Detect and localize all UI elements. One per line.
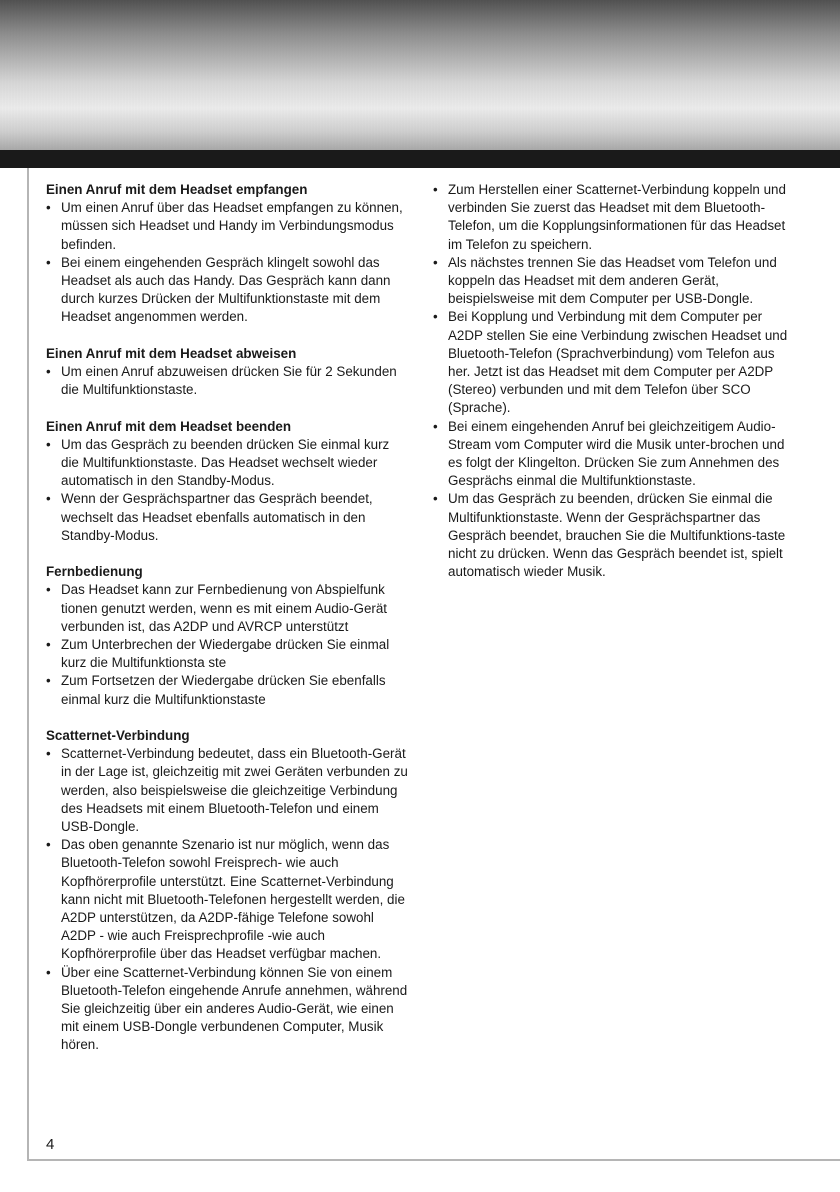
bullet-list xyxy=(46,581,408,708)
section-heading: Einen Anruf mit dem Headset abweisen xyxy=(46,345,297,361)
bullet-item: • Als nächstes trennen Sie das Headset vom Telefon und koppeln das Headset mit dem anderen Gerät, beispielsweise mit dem Computer per USB-Dongle. xyxy=(433,254,797,309)
bullet-list xyxy=(46,436,408,545)
header-brushed-metal-band xyxy=(0,0,840,150)
bullet-item: • Bei einem eingehenden Gespräch klingelt sowohl das Headset als auch das Handy. Das Gespräch kann dann durch kurzes Drücken der Multifunktionstaste mit dem Headset angenommen werden. xyxy=(46,254,408,327)
bullet-item: • Bei einem eingehenden Anruf bei gleichzeitigem Audio-Stream vom Computer wird die Musik unter-brochen und es folgt der Klingelton. Drücken Sie zum Annehmen des Gesprächs einmal die Multifunktionstaste. xyxy=(433,418,797,491)
bullet-list xyxy=(433,181,797,581)
page-border-left xyxy=(27,168,29,1161)
section-heading: Einen Anruf mit dem Headset empfangen xyxy=(46,182,308,197)
bullet-list xyxy=(46,363,408,399)
section-anruf-empfangen xyxy=(46,181,408,327)
bullet-item: • Um einen Anruf abzuweisen drücken Sie für 2 Sekunden die Multifunktionstaste. xyxy=(46,363,408,399)
bullet-item: • Um einen Anruf über das Headset empfangen zu können, müssen sich Headset und Handy im Verbindungsmodus befinden. xyxy=(46,199,408,254)
bullet-item: • Das oben genannte Szenario ist nur möglich, wenn das Bluetooth-Telefon sowohl Freisprech- wie auch Kopfhörerprofile unterstützt. Eine Scatternet-Verbindung kann nicht mit Bluetooth-Telefonen hergestellt werden, die A2DP unterstützen, da A2DP-fähige Telefone sowohl A2DP - wie auch Freisprechprofile -wie auch Kopfhörerprofile über das Headset verfügbar machen. xyxy=(46,836,408,963)
bullet-item: • Das Headset kann zur Fernbedienung von Abspielfunk tionen genutzt werden, wenn es mit einem Audio-Gerät verbunden ist, das A2DP und AVRCP unterstützt xyxy=(46,581,408,636)
section-anruf-beenden xyxy=(46,418,408,545)
bullet-item: • Zum Unterbrechen der Wiedergabe drücken Sie einmal kurz die Multifunktionsta ste xyxy=(46,636,408,672)
left-column xyxy=(46,181,408,1073)
page-number: 4 xyxy=(46,1136,55,1153)
page-border-bottom xyxy=(27,1159,840,1161)
section-anruf-abweisen xyxy=(46,345,408,400)
bullet-item: • Um das Gespräch zu beenden, drücken Sie einmal die Multifunktionstaste. Wenn der Gesprächspartner das Gespräch beendet, brauchen Sie die Multifunktions-taste nicht zu drücken. Wenn das Gespräch beendet ist, spielt automatisch wieder Musik. xyxy=(433,490,797,581)
header-black-bar xyxy=(0,150,840,168)
bullet-list xyxy=(46,199,408,326)
bullet-list xyxy=(46,745,408,1054)
bullet-item: • Wenn der Gesprächspartner das Gespräch beendet, wechselt das Headset ebenfalls automatisch in den Standby-Modus. xyxy=(46,490,408,545)
bullet-item: • Zum Herstellen einer Scatternet-Verbindung koppeln und verbinden Sie zuerst das Headset mit dem Bluetooth-Telefon, um die Kopplungsinformationen für das Headset im Telefon zu speichern. xyxy=(433,181,797,254)
section-heading: Scatternet-Verbindung xyxy=(46,728,190,744)
section-heading: Fernbedienung xyxy=(46,564,143,580)
bullet-item: • Zum Fortsetzen der Wiedergabe drücken Sie ebenfalls einmal kurz die Multifunktionstaste xyxy=(46,672,408,708)
right-column xyxy=(433,181,797,581)
bullet-item: • Über eine Scatternet-Verbindung können Sie von einem Bluetooth-Telefon eingehende Anrufe annehmen, während Sie gleichzeitig über ein anderes Audio-Gerät, wie einen mit einem USB-Dongle verbundenen Computer, Musik hören. xyxy=(46,964,408,1055)
bullet-item: • Um das Gespräch zu beenden drücken Sie einmal kurz die Multifunktionstaste. Das Headset wechselt wieder automatisch in den Standby-Modus. xyxy=(46,436,408,491)
section-scatternet-verbindung xyxy=(46,727,408,1055)
section-fernbedienung xyxy=(46,563,408,709)
bullet-item: • Scatternet-Verbindung bedeutet, dass ein Bluetooth-Gerät in der Lage ist, gleichzeitig mit zwei Geräten verbunden zu werden, also beispielsweise die gleichzeitige Verbindung des Headsets mit einem Bluetooth-Telefon und einem USB-Dongle. xyxy=(46,745,408,836)
section-heading: Einen Anruf mit dem Headset beenden xyxy=(46,418,292,434)
bullet-item: • Bei Kopplung und Verbindung mit dem Computer per A2DP stellen Sie eine Verbindung zwischen Headset und Bluetooth-Telefon (Sprachverbindung) vom Telefon aus her. Jetzt ist das Headset mit dem Computer per A2DP (Stereo) verbunden und mit dem Telefon über SCO (Sprache). xyxy=(433,308,797,417)
